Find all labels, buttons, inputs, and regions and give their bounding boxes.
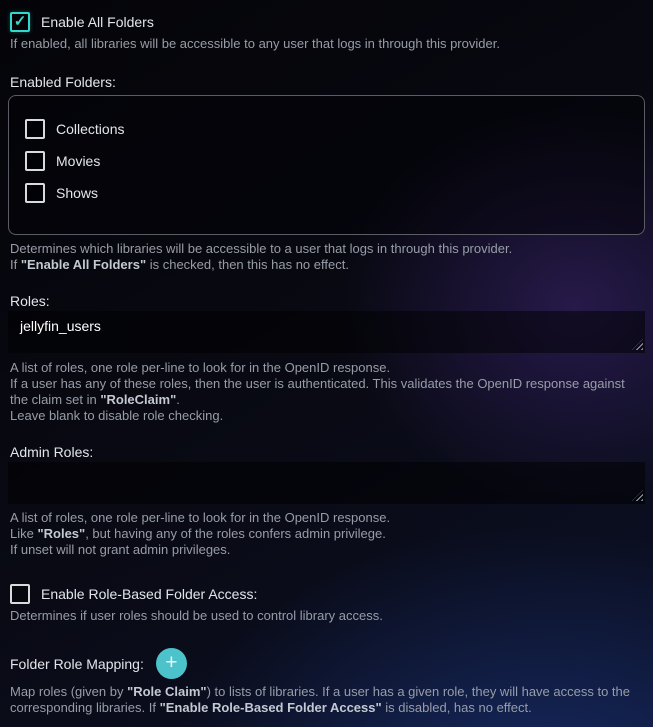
role-based-folder-access-label: Enable Role-Based Folder Access: xyxy=(41,586,258,602)
roles-field-wrap xyxy=(8,311,645,353)
enable-all-folders-label: Enable All Folders xyxy=(41,14,154,30)
checkmark-icon: ✓ xyxy=(13,12,27,30)
enable-all-folders-checkbox[interactable] xyxy=(10,12,30,32)
folder-shows-checkbox[interactable] xyxy=(25,183,45,203)
folder-option-row xyxy=(25,119,628,139)
enabled-folders-box xyxy=(8,95,645,235)
folder-movies-label: Movies xyxy=(56,153,101,169)
role-based-folder-access-checkbox[interactable] xyxy=(10,584,30,604)
folder-role-mapping-description: Map roles (given by "Role Claim") to lists of libraries. If a user has a given role, they will have access to the corresponding libraries. If "Enable Role-Based Folder Access" is disabled, has no effect. xyxy=(10,684,630,715)
role-based-folder-access-description: Determines if user roles should be used to control library access. xyxy=(10,608,383,623)
enable-all-folders-description: If enabled, all libraries will be accessible to any user that logs in through this provider. xyxy=(10,36,500,51)
folder-role-mapping-row xyxy=(10,648,645,679)
admin-roles-field-wrap xyxy=(8,462,645,504)
folder-collections-label: Collections xyxy=(56,121,125,137)
folder-shows-label: Shows xyxy=(56,185,99,201)
folder-option-row xyxy=(25,183,628,203)
folder-collections-checkbox[interactable] xyxy=(25,119,45,139)
enabled-folders-label: Enabled Folders: xyxy=(10,74,116,90)
roles-textarea[interactable] xyxy=(8,311,645,353)
admin-roles-description: A list of roles, one role per-line to look for in the OpenID response. Like "Roles", but having any of the roles confers admin privilege. If unset will not grant admin privileges. xyxy=(10,510,391,557)
admin-roles-label: Admin Roles: xyxy=(10,444,94,460)
folder-option-row xyxy=(25,151,628,171)
enabled-folders-description: Determines which libraries will be accessible to a user that logs in through this provider. If "Enable All Folders" is checked, then this has no effect. xyxy=(10,241,513,272)
admin-roles-textarea[interactable] xyxy=(8,462,645,504)
enable-all-folders-row xyxy=(10,12,645,32)
folder-movies-checkbox[interactable] xyxy=(25,151,45,171)
roles-description: A list of roles, one role per-line to look for in the OpenID response. If a user has any of these roles, then the user is authenticated. This validates the OpenID response against the claim set in "RoleClaim". Leave blank to disable role checking. xyxy=(10,360,625,423)
role-based-folder-access-row xyxy=(10,584,645,604)
plus-icon: + xyxy=(165,651,178,674)
add-folder-role-mapping-button[interactable] xyxy=(156,648,187,679)
folder-role-mapping-label: Folder Role Mapping: xyxy=(10,655,144,672)
roles-label: Roles: xyxy=(10,293,50,309)
